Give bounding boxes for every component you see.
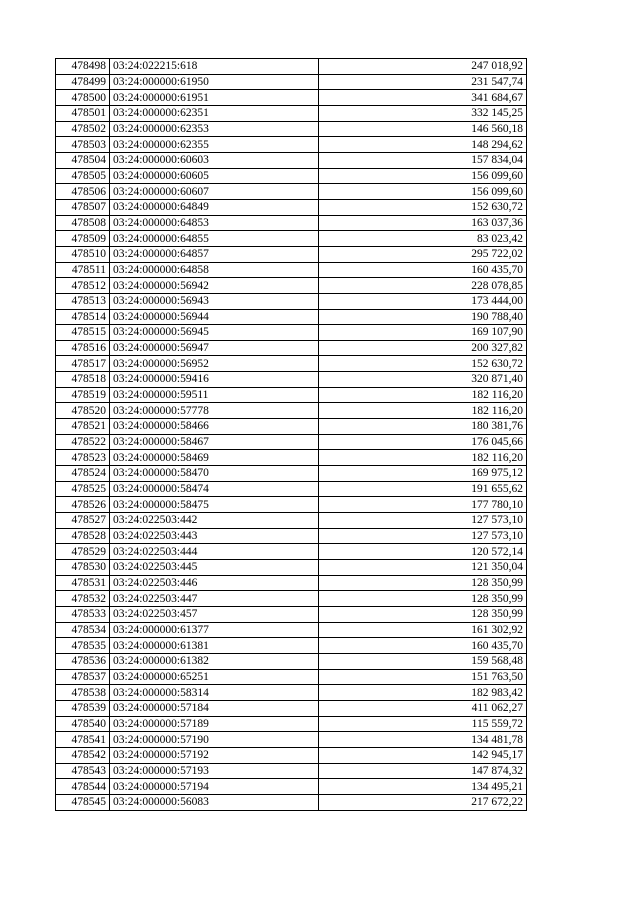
table-row	[56, 137, 527, 153]
row-number-cell: 478534	[56, 622, 110, 638]
table-row	[56, 794, 527, 810]
row-number-cell: 478501	[56, 105, 110, 121]
row-number-cell: 478506	[56, 184, 110, 200]
table-row	[56, 325, 527, 341]
cadastral-number-cell: 03:24:000000:56947	[110, 340, 319, 356]
cadastral-value-cell: 190 788,40	[319, 309, 527, 325]
row-number-cell: 478529	[56, 544, 110, 560]
cadastral-value-cell: 182 116,20	[319, 450, 527, 466]
cadastral-value-cell: 200 327,82	[319, 340, 527, 356]
cadastral-number-cell: 03:24:000000:57190	[110, 732, 319, 748]
row-number-cell: 478498	[56, 59, 110, 75]
cadastral-value-cell: 182 116,20	[319, 387, 527, 403]
table-row	[56, 168, 527, 184]
table-row	[56, 231, 527, 247]
cadastral-value-cell: 341 684,67	[319, 90, 527, 106]
row-number-cell: 478533	[56, 606, 110, 622]
cadastral-value-cell: 142 945,17	[319, 747, 527, 763]
cadastral-value-cell: 159 568,48	[319, 653, 527, 669]
table-row	[56, 403, 527, 419]
cadastral-number-cell: 03:24:000000:61950	[110, 74, 319, 90]
row-number-cell: 478510	[56, 246, 110, 262]
cadastral-number-cell: 03:24:000000:58467	[110, 434, 319, 450]
table-row	[56, 481, 527, 497]
table-row	[56, 450, 527, 466]
table-row	[56, 779, 527, 795]
cadastral-number-cell: 03:24:000000:62355	[110, 137, 319, 153]
table-row	[56, 372, 527, 388]
table-row	[56, 653, 527, 669]
cadastral-value-cell: 157 834,04	[319, 152, 527, 168]
table-row	[56, 309, 527, 325]
cadastral-value-cell: 134 495,21	[319, 779, 527, 795]
cadastral-value-cell: 156 099,60	[319, 184, 527, 200]
table-row	[56, 59, 527, 75]
cadastral-number-cell: 03:24:000000:58314	[110, 685, 319, 701]
table-body	[56, 59, 527, 811]
cadastral-value-cell: 182 116,20	[319, 403, 527, 419]
table-row	[56, 763, 527, 779]
cadastral-value-cell: 217 672,22	[319, 794, 527, 810]
row-number-cell: 478522	[56, 434, 110, 450]
table-row	[56, 638, 527, 654]
row-number-cell: 478543	[56, 763, 110, 779]
cadastral-value-cell: 160 435,70	[319, 262, 527, 278]
row-number-cell: 478513	[56, 293, 110, 309]
cadastral-value-table	[55, 58, 527, 811]
cadastral-number-cell: 03:24:000000:61951	[110, 90, 319, 106]
row-number-cell: 478500	[56, 90, 110, 106]
cadastral-value-cell: 320 871,40	[319, 372, 527, 388]
row-number-cell: 478512	[56, 278, 110, 294]
row-number-cell: 478520	[56, 403, 110, 419]
row-number-cell: 478526	[56, 497, 110, 513]
cadastral-number-cell: 03:24:000000:57193	[110, 763, 319, 779]
cadastral-number-cell: 03:24:000000:56945	[110, 325, 319, 341]
table-row	[56, 74, 527, 90]
row-number-cell: 478514	[56, 309, 110, 325]
cadastral-number-cell: 03:24:000000:57184	[110, 700, 319, 716]
table-row	[56, 387, 527, 403]
cadastral-number-cell: 03:24:000000:64853	[110, 215, 319, 231]
cadastral-value-cell: 247 018,92	[319, 59, 527, 75]
cadastral-value-cell: 146 560,18	[319, 121, 527, 137]
table-row	[56, 152, 527, 168]
row-number-cell: 478544	[56, 779, 110, 795]
row-number-cell: 478515	[56, 325, 110, 341]
table-row	[56, 716, 527, 732]
table-row	[56, 747, 527, 763]
table-row	[56, 622, 527, 638]
cadastral-value-cell: 120 572,14	[319, 544, 527, 560]
cadastral-number-cell: 03:24:000000:58474	[110, 481, 319, 497]
cadastral-value-cell: 411 062,27	[319, 700, 527, 716]
row-number-cell: 478517	[56, 356, 110, 372]
row-number-cell: 478499	[56, 74, 110, 90]
cadastral-number-cell: 03:24:000000:56944	[110, 309, 319, 325]
row-number-cell: 478507	[56, 199, 110, 215]
cadastral-number-cell: 03:24:000000:64858	[110, 262, 319, 278]
cadastral-value-cell: 191 655,62	[319, 481, 527, 497]
cadastral-value-cell: 152 630,72	[319, 199, 527, 215]
cadastral-value-cell: 160 435,70	[319, 638, 527, 654]
cadastral-value-cell: 128 350,99	[319, 606, 527, 622]
row-number-cell: 478535	[56, 638, 110, 654]
cadastral-value-cell: 127 573,10	[319, 528, 527, 544]
row-number-cell: 478532	[56, 591, 110, 607]
table-row	[56, 560, 527, 576]
cadastral-number-cell: 03:24:022503:446	[110, 575, 319, 591]
table-row	[56, 199, 527, 215]
table-row	[56, 732, 527, 748]
table-row	[56, 356, 527, 372]
row-number-cell: 478523	[56, 450, 110, 466]
cadastral-value-cell: 180 381,76	[319, 419, 527, 435]
cadastral-value-cell: 169 107,90	[319, 325, 527, 341]
cadastral-value-cell: 156 099,60	[319, 168, 527, 184]
cadastral-number-cell: 03:24:000000:58470	[110, 466, 319, 482]
cadastral-value-cell: 121 350,04	[319, 560, 527, 576]
row-number-cell: 478525	[56, 481, 110, 497]
row-number-cell: 478504	[56, 152, 110, 168]
cadastral-number-cell: 03:24:000000:56083	[110, 794, 319, 810]
cadastral-value-cell: 128 350,99	[319, 575, 527, 591]
cadastral-number-cell: 03:24:000000:56952	[110, 356, 319, 372]
table-row	[56, 215, 527, 231]
table-row	[56, 184, 527, 200]
table-row	[56, 419, 527, 435]
row-number-cell: 478531	[56, 575, 110, 591]
cadastral-value-cell: 182 983,42	[319, 685, 527, 701]
cadastral-value-cell: 152 630,72	[319, 356, 527, 372]
row-number-cell: 478511	[56, 262, 110, 278]
table-row	[56, 575, 527, 591]
cadastral-number-cell: 03:24:000000:57189	[110, 716, 319, 732]
cadastral-value-cell: 163 037,36	[319, 215, 527, 231]
cadastral-number-cell: 03:24:000000:57192	[110, 747, 319, 763]
cadastral-value-cell: 228 078,85	[319, 278, 527, 294]
table-row	[56, 606, 527, 622]
cadastral-number-cell: 03:24:022503:457	[110, 606, 319, 622]
row-number-cell: 478542	[56, 747, 110, 763]
cadastral-number-cell: 03:24:000000:64857	[110, 246, 319, 262]
cadastral-value-cell: 231 547,74	[319, 74, 527, 90]
table-row	[56, 685, 527, 701]
cadastral-value-cell: 173 444,00	[319, 293, 527, 309]
row-number-cell: 478528	[56, 528, 110, 544]
cadastral-value-cell: 115 559,72	[319, 716, 527, 732]
cadastral-value-cell: 295 722,02	[319, 246, 527, 262]
cadastral-number-cell: 03:24:000000:57194	[110, 779, 319, 795]
cadastral-number-cell: 03:24:000000:61382	[110, 653, 319, 669]
row-number-cell: 478519	[56, 387, 110, 403]
cadastral-number-cell: 03:24:000000:59511	[110, 387, 319, 403]
cadastral-number-cell: 03:24:000000:56943	[110, 293, 319, 309]
table-row	[56, 340, 527, 356]
cadastral-number-cell: 03:24:000000:65251	[110, 669, 319, 685]
cadastral-number-cell: 03:24:000000:58466	[110, 419, 319, 435]
cadastral-number-cell: 03:24:000000:61381	[110, 638, 319, 654]
row-number-cell: 478518	[56, 372, 110, 388]
cadastral-number-cell: 03:24:000000:58469	[110, 450, 319, 466]
cadastral-number-cell: 03:24:022503:442	[110, 513, 319, 529]
table-row	[56, 513, 527, 529]
cadastral-number-cell: 03:24:000000:62353	[110, 121, 319, 137]
table-row	[56, 121, 527, 137]
cadastral-value-cell: 83 023,42	[319, 231, 527, 247]
cadastral-value-cell: 148 294,62	[319, 137, 527, 153]
cadastral-value-cell: 147 874,32	[319, 763, 527, 779]
cadastral-value-cell: 151 763,50	[319, 669, 527, 685]
table-row	[56, 497, 527, 513]
cadastral-number-cell: 03:24:022215:618	[110, 59, 319, 75]
cadastral-number-cell: 03:24:000000:57778	[110, 403, 319, 419]
row-number-cell: 478537	[56, 669, 110, 685]
row-number-cell: 478541	[56, 732, 110, 748]
table-row	[56, 700, 527, 716]
row-number-cell: 478524	[56, 466, 110, 482]
cadastral-number-cell: 03:24:000000:64849	[110, 199, 319, 215]
table-row	[56, 544, 527, 560]
cadastral-value-cell: 134 481,78	[319, 732, 527, 748]
row-number-cell: 478509	[56, 231, 110, 247]
row-number-cell: 478527	[56, 513, 110, 529]
table-row	[56, 90, 527, 106]
row-number-cell: 478505	[56, 168, 110, 184]
table-row	[56, 591, 527, 607]
cadastral-number-cell: 03:24:000000:58475	[110, 497, 319, 513]
cadastral-number-cell: 03:24:000000:60607	[110, 184, 319, 200]
cadastral-number-cell: 03:24:000000:62351	[110, 105, 319, 121]
table-row	[56, 105, 527, 121]
row-number-cell: 478539	[56, 700, 110, 716]
row-number-cell: 478540	[56, 716, 110, 732]
table-row	[56, 262, 527, 278]
row-number-cell: 478538	[56, 685, 110, 701]
cadastral-number-cell: 03:24:000000:64855	[110, 231, 319, 247]
cadastral-value-cell: 332 145,25	[319, 105, 527, 121]
row-number-cell: 478502	[56, 121, 110, 137]
cadastral-value-cell: 161 302,92	[319, 622, 527, 638]
cadastral-number-cell: 03:24:022503:444	[110, 544, 319, 560]
row-number-cell: 478503	[56, 137, 110, 153]
row-number-cell: 478536	[56, 653, 110, 669]
row-number-cell: 478508	[56, 215, 110, 231]
cadastral-number-cell: 03:24:000000:61377	[110, 622, 319, 638]
cadastral-number-cell: 03:24:000000:59416	[110, 372, 319, 388]
cadastral-number-cell: 03:24:000000:60603	[110, 152, 319, 168]
cadastral-number-cell: 03:24:022503:443	[110, 528, 319, 544]
row-number-cell: 478516	[56, 340, 110, 356]
table-row	[56, 669, 527, 685]
table-row	[56, 434, 527, 450]
row-number-cell: 478530	[56, 560, 110, 576]
cadastral-value-cell: 128 350,99	[319, 591, 527, 607]
cadastral-number-cell: 03:24:000000:56942	[110, 278, 319, 294]
table-row	[56, 293, 527, 309]
table-row	[56, 278, 527, 294]
cadastral-value-cell: 177 780,10	[319, 497, 527, 513]
cadastral-value-cell: 127 573,10	[319, 513, 527, 529]
cadastral-number-cell: 03:24:022503:447	[110, 591, 319, 607]
cadastral-value-cell: 169 975,12	[319, 466, 527, 482]
cadastral-number-cell: 03:24:022503:445	[110, 560, 319, 576]
table-row	[56, 528, 527, 544]
cadastral-value-cell: 176 045,66	[319, 434, 527, 450]
table-row	[56, 466, 527, 482]
cadastral-number-cell: 03:24:000000:60605	[110, 168, 319, 184]
row-number-cell: 478545	[56, 794, 110, 810]
table-row	[56, 246, 527, 262]
row-number-cell: 478521	[56, 419, 110, 435]
